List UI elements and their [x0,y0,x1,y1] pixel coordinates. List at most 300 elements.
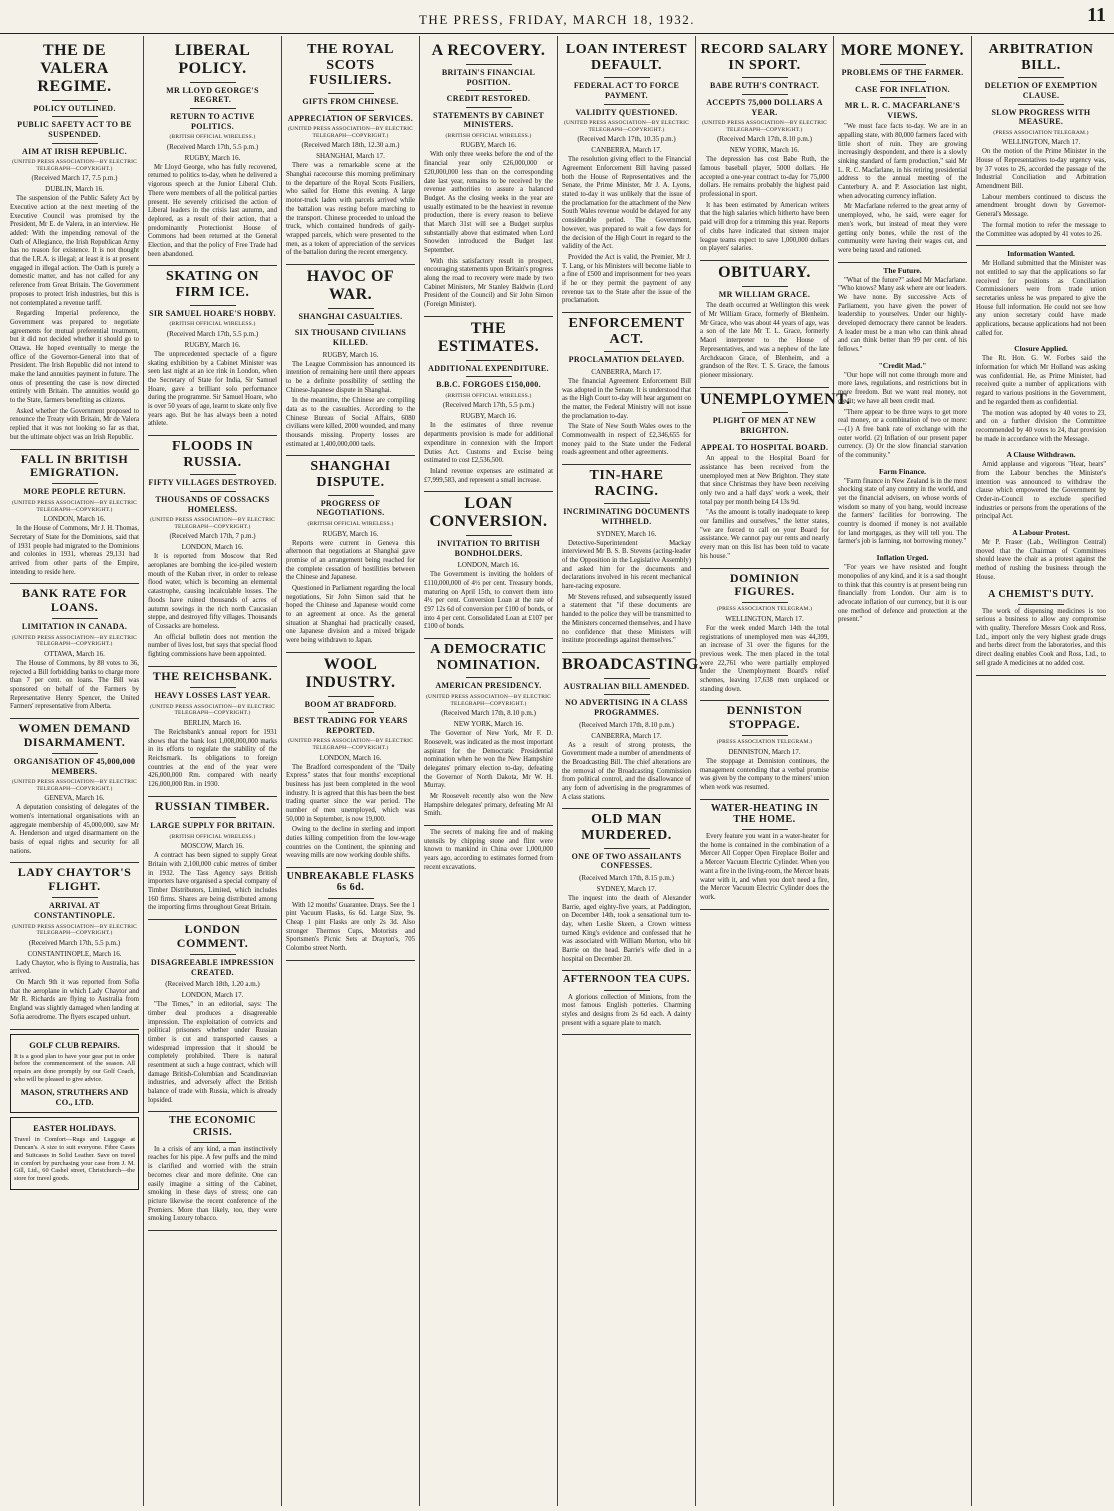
divider [190,305,236,306]
paragraph: The Government is inviting the holders of £110,000,000 of 4½ per cent. Treasury bonds, maturing on April 15th, to convert them into 4½ per cent. Conversion Loan at the rate of £97 12s 6d of conversion per £100 of bonds, or into 4 per cent. Consolidated Loan at £107 per £100 of bonds. [424,571,553,631]
headline: LADY CHAYTOR'S FLIGHT. [17,865,132,893]
divider [604,503,650,504]
divider [52,116,98,117]
subheadline: INCRIMINATING DOCUMENTS WITHHELD. [563,507,690,527]
paragraph: With only three weeks before the end of the financial year only £26,000,000 or £20,000,000 less than on the corresponding date last year, remains to be received by the revenue authorities to assure a balanced Budget. As the closing weeks in the year are usually estimated to be the heaviest in revenue production, there is every reason to believe that March 31st will see a Budget surplus substantially above that estimated when Lord Snowden introduced the Budget last September. [424,151,553,255]
ad-footer: MASON, STRUTHERS AND CO., LTD. [20,1086,129,1107]
article [424,42,553,310]
divider [52,753,98,754]
paragraph: "There appear to be three ways to get more real money, or a combination of two or more:—(1) A free bank rate of exchange with the outer world. (2) Inflation of our present paper currency. (3) Or the slow financial starvation of the community." [838,408,967,459]
received-time: (Received March 17th, 5.5 p.m.) [166,329,259,338]
article [424,495,553,632]
headline: LOAN CONVERSION. [429,495,548,531]
column-divider [148,796,277,797]
column-divider [562,464,691,465]
paragraph: The depression has cost Babe Ruth, the famous baseball player, 5000 dollars. He accepted a one-year contract to-day for 75,000 dollars. He remains probably the highest paid professional in sport. [700,156,829,199]
column-divider [424,316,553,317]
column-divider [700,909,829,910]
dateline: MOSCOW, March 16. [180,842,245,851]
received-time: (Received March 17, 7.5 p.m.) [31,174,118,183]
paragraph: The resolution giving effect to the Financial Agreement Enforcement Bill having passed both the House of Representatives and the Senate, the Prime Minister, Mr J. A. Lyons, stated to-day it was unlikely that the issue of the proclamation for the attachment of the New South Wales revenue would be delayed for any considerable period. The Government, however, was prepared to wait a few days for the decision of the High Court in regard to the validity of the Act. [562,156,691,251]
subheadline: STATEMENTS BY CABINET MINISTERS. [432,110,545,130]
divider [328,495,374,496]
headline: FALL IN BRITISH EMIGRATION. [20,451,129,479]
article [10,42,139,443]
divider [52,100,98,101]
headline: OLD MAN MURDERED. [581,812,672,844]
paragraph: Amid applause and vigorous "Hear, hears" from the Labour benches the Minister's intention was announced to withdraw the clause which empowered the Government by Order-in-Council to exclude specified industries or persons from the operations of the principal Act. [976,461,1106,521]
divider [328,93,374,94]
paragraph: It has been estimated by American writers that the high salaries which hitherto have been paid will drop for a trimming this year. Reports of clubs have indicated that sixteen major league teams expect to save 1,000,000 dollars on players' salaries. [700,201,829,253]
article-body [976,148,1106,239]
subheadline: RETURN TO ACTIVE POLITICS. [170,112,255,131]
article-body [424,829,553,872]
sidehead: "Credit Mad." [878,360,927,370]
article [286,268,415,449]
divider [742,439,788,440]
received-time: (Received March 17th, 8.10 p.m.) [717,135,812,144]
paragraph: "For years we have resisted and fought monopolies of any kind, and it is a sad thought to think that this country is at present being run financially from London. Our aim is to advocate inflation of our currency, but it is our one method of defence and protection at the present." [838,564,967,624]
wire-credit: (PRESS ASSOCIATION TELEGRAM.) [993,129,1089,136]
divider [328,110,374,111]
subheadline: ADDITIONAL EXPENDITURE. [428,363,549,373]
dateline: DUBLIN, March 16. [45,185,104,194]
column-divider [286,455,415,456]
subheadline: BABE RUTH'S CONTRACT. [709,81,820,91]
paragraph: The secrets of making fire and of making utensils by chipping stone and flint were known to mankind in China over 1,000,000 years ago, according to estimates formed from recent excavations. [424,829,553,871]
divider [604,694,650,695]
headline: A CHEMIST'S DUTY. [988,588,1094,600]
article [148,439,277,660]
column-divider [286,867,415,868]
headline: WATER-HEATING IN THE HOME. [710,802,819,825]
masthead [0,0,1114,34]
article-body [424,422,553,485]
article-body [424,571,553,632]
wire-credit: (BRITISH OFFICIAL WIRELESS.) [307,520,394,527]
article-body [286,361,415,450]
subheadline: ONE OF TWO ASSAILANTS CONFESSES. [571,851,682,871]
article-body [424,151,553,309]
article-body [700,302,829,380]
paragraph: Mr Roosevelt recently also won the New Hampshire delegates' primary, defeating Mr Al Smith. [424,793,553,818]
divider [604,678,650,679]
dateline: RUGBY, March 16. [184,153,241,162]
headline: UNEMPLOYMENT. [700,390,851,408]
paragraph: Detective-Superintendent Mackay interviewed Mr B. S. B. Stevens (acting-leader of the Opposition in the Legislative Assembly) and asked him for the documents and declarations involved in his recent mechanical hare-racing exposure. [562,539,691,591]
paragraph: Regarding Imperial preference, the Government was prepared to negotiate agreements for mutual preferential treatment, but it did not decided whether it should go to Ottawa. He hoped eventually to merge the office of the Governor-General into that of President. The Irish Republic did not intend to make the land annuities payment in future. The onus of presenting the case is now directed entirely with Britain. The annuities would go to the State, farmers benefiting as citizens. [10,310,139,405]
article [838,266,967,355]
divider [742,829,788,830]
column-4 [420,36,558,1506]
paragraph: Questioned in Parliament regarding the local negotiations, Sir John Simon said that he hoped the Chinese and Japanese would come to an agreement at once. As the general situation at Shanghai had practically ceased, one Japanese division and a mixed brigade were being withdrawn to Japan. [286,584,415,645]
headline: MORE MONEY. [840,42,965,59]
sidehead: A Labour Protest. [1012,528,1070,538]
divider [466,535,512,536]
paragraph: With 12 months' Guarantee. Drays. See the 1 pint Vacuum Flasks, 6s 6d. Large Size, 9s. Cheap 1 pint Flasks are only 2s 3d. Also stronger Thermos Cups, Motorists and Sportsmen's Picnic Sets at Drayton's, 705 Colombo street North. [286,901,415,952]
paragraph: The financial Agreement Enforcement Bill was adopted in the Senate. It is understood that as the High Court to-day will hear argument on the matter, the Federal Ministry will not issue the proclamation to-day. [562,377,691,420]
headline: ENFORCEMENT ACT. [568,316,685,347]
subheadline: BEST TRADING FOR YEARS REPORTED. [293,716,408,735]
divider [52,143,98,144]
headline: UNBREAKABLE FLASKS 6s 6d. [286,871,415,894]
dateline: CANBERRA, March 17. [591,731,662,740]
divider [328,308,374,309]
divider [190,954,236,955]
paragraph: For the week ended March 14th the total registrations of unemployed men was 44,399, an increase of 31 over the figures for the previous week. The men placed in the total were 22,761 who were partially employed under the Unemployment Board's relief schemes, leaving 17,638 men unplaced or standing down. [700,624,829,693]
newspaper-columns [6,36,1110,1506]
paragraph: On March 9th it was reported from Sofia that the aeroplane in which Lady Chaytor and Mr R. Richards are flying to Australia from England was slightly damaged when landing at Sofia aerodrome. The flyers escaped unhurt. [10,979,139,1021]
column-divider [424,825,553,826]
divider [190,1142,236,1143]
article-body [976,461,1106,522]
column-divider [148,1230,277,1231]
column-divider [286,652,415,653]
column-divider [286,264,415,265]
dateline: CONSTANTINOPLE, March 16. [27,949,122,958]
column-divider [148,1111,277,1112]
article-body [148,1146,277,1224]
dateline: NEW YORK, March 16. [453,720,524,729]
article [838,361,967,461]
paragraph: Lady Chaytor, who is flying to Australia, has arrived. [10,959,139,976]
column-divider [700,799,829,800]
article [976,450,1106,522]
paragraph: The State of New South Wales owes to the Commonwealth in respect of £2,346,655 for money paid to the State under the Federal roads agreement and other agreements. [562,423,691,457]
article-body [286,902,415,954]
sidehead: A Clause Withdrawn. [1006,450,1076,460]
article [148,269,277,429]
article-body [10,195,139,442]
subheadline: MORE PEOPLE RETURN. [23,487,126,497]
paragraph: As a result of strong protests, the Government made a number of amendments of the Broadcasting Bill. The chief alterations are the removal of the Broadcasting Commission from political control, and the disallowance of any form of advertising in the programmes of A class stations. [562,741,691,801]
dateline: SYDNEY, March 17. [596,884,657,893]
article [562,468,691,646]
divider [190,491,236,492]
advertisement [10,1117,139,1190]
article [562,812,691,964]
column-divider [562,1034,691,1035]
divider [604,104,650,105]
article-body [838,478,967,548]
divider [328,712,374,713]
subheadline: PROCLAMATION DELAYED. [568,355,685,365]
article-body [424,730,553,819]
received-time: (Received March 18th, 12.30 a.m.) [301,141,400,150]
divider [1018,77,1064,78]
received-time: (Received March 17th, 5.5 p.m.) [28,938,121,947]
subheadline: FEDERAL ACT TO FORCE PAYMENT. [573,81,680,100]
column-divider [562,312,691,313]
divider [328,898,374,899]
divider [742,94,788,95]
wire-credit: (BRITISH OFFICIAL WIRELESS.) [169,134,256,141]
divider [604,990,650,991]
divider [52,618,98,619]
article [838,467,967,548]
dateline: SYDNEY, March 16. [596,529,657,538]
headline: THE ESTIMATES. [437,319,540,355]
headline: FLOODS IN RUSSIA. [171,439,254,470]
dateline: LONDON, March 16. [181,543,244,552]
headline: LIBERAL POLICY. [174,42,251,77]
divider [466,64,512,65]
dateline: LONDON, March 17. [181,991,244,1000]
wire-credit: (BRITISH OFFICIAL WIRELESS.) [445,132,532,139]
subheadline: SHANGHAI CASUALTIES. [298,311,403,321]
article [976,42,1106,239]
divider [328,696,374,697]
column-8 [972,36,1110,1506]
divider [742,602,788,603]
divider [190,474,236,475]
received-time: (Received March 17th, 8.15 p.m.) [579,873,674,882]
subheadline: DISAGREEABLE IMPRESSION CREATED. [150,957,275,977]
article-body [700,156,829,254]
paragraph: An appeal to the Hospital Board for assistance has been received from the unemployed men at New Brighton. They state that since Christmas they have been receiving only two and a half days' work a week, their total pay per month being £4 13s 9d. [700,455,829,506]
divider [742,286,788,287]
article-body [838,564,967,625]
article-body [976,260,1106,338]
paragraph: The work of dispensing medicines is too serious a business to allow any compromise with quality. Therefore Messrs Cook and Ross, Ltd., import only the very highest grade drugs and herbs direct from the laboratories, and this direct dealing enables Cook and Ross, Ltd., to sell grade A medicines at no added cost. [976,607,1106,667]
dateline: GENEVA, March 16. [44,794,105,803]
column-divider [838,262,967,263]
dateline: RUGBY, March 16. [184,340,241,349]
paragraph: Mr Holland submitted that the Minister was not entitled to say that the applications so far received for positions as Conciliation Commissioners were from trade union secretaries unless he was prepared to give the House full information. He could not see how any union secretary could have made applications, because applications had not been called for. [976,260,1106,337]
headline: BANK RATE FOR LOANS. [22,586,127,614]
article-body [148,729,277,790]
article-body [700,455,829,561]
subheadline: PROGRESS OF NEGOTIATIONS. [316,498,385,518]
paragraph: Inland revenue expenses are estimated at £7,999,583, and represent a small increase. [424,467,553,484]
article [700,803,829,903]
paragraph: The House of Commons, by 88 votes to 36, rejected a Bill forbidding banks to charge more than 7 per cent. on loans. The Bill was sponsored on behalf of the Farmers by Representative Henry Spencer, the United Farmers' representative from Alberta. [10,659,139,711]
wire-credit: (UNITED PRESS ASSOCIATION—BY ELECTRIC TELEGRAPH—COPYRIGHT.) [426,694,551,707]
article-body [838,123,967,255]
dateline: OTTAWA, March 16. [44,649,105,658]
article [424,829,553,872]
paragraph: With this satisfactory result in prospect, encouraging statements upon Britain's progress along the road to recovery were made by two Cabinet Ministers, Mr Stanley Baldwin (Lord President of the Council) and Sir John Simon (Foreign Minister). [424,257,553,309]
paragraph: A contract has been signed to supply Great Britain with 2,100,000 cubic metres of timber in 1932. The Tass Agency says British importers have organised a special company of Timber Distributors, Limited, which includes 160 firms. Shares are being distributed among the importing firms throughout Great Britain. [148,852,277,912]
headline: THE ROYAL SCOTS FUSILIERS. [307,42,394,89]
article-body [562,742,691,803]
subheadline: MR LLOYD GEORGE'S REGRET. [166,85,259,105]
article-body [700,625,829,695]
subheadline: DELETION OF EXEMPTION CLAUSE. [984,81,1098,100]
wire-credit: (UNITED PRESS ASSOCIATION—BY ELECTRIC TELEGRAPH—COPYRIGHT.) [150,703,275,717]
article [976,344,1106,444]
divider [466,90,512,91]
headline: AFTERNOON TEA CUPS. [563,974,690,986]
dateline: BERLIN, March 16. [183,718,242,727]
article [700,572,829,695]
paragraph: "What of the future?" asked Mr Macfarlane. "Who knows? Many ask where are our leaders. We have none. By successive Acts of Parliament, you have given the power of leadership to yourselves. Under our highly-developed democracy there cannot be leaders. A leader must be a man who can think ahead and can think better than 99 per cent. of his fellows." [838,276,967,354]
wire-credit: (BRITISH OFFICIAL WIRELESS.) [169,833,256,840]
paragraph: "Farm finance in New Zealand is in the most shocking state of any country in the world, and yet the financial advisers, on whose words of wisdom so many of you hang, would increase the farmers' facilities for borrowing. The country is doomed if money is not available for land mortgages, as they will tell you. The farmer's job is farming, not borrowing money." [838,477,967,546]
subheadline: MR WILLIAM GRACE. [718,289,811,299]
divider [52,897,98,898]
dateline: WELLINGTON, March 17. [725,614,804,623]
article-body [700,758,829,793]
article [562,42,691,306]
paragraph: Mr Lloyd George, who has fully recovered, returned to politics to-day, when he delivered a vigorous speech at the Junior Liberal Club. There were members of all the political parties present. He severely criticised the action of Liberal leaders in the crisis last autumn, and deplored, as a result of their action, that a predominantly Protectionist House of Commons had been returned at the General Election, and that the policy of Free Trade had been abandoned. [148,163,277,258]
article [286,42,415,258]
subheadline: THOUSANDS OF COSSACKS HOMELESS. [155,495,270,514]
article-body [148,553,277,659]
wire-credit: (UNITED PRESS ASSOCIATION—BY ELECTRIC TELEGRAPH—COPYRIGHT.) [150,517,275,530]
article [562,316,691,458]
divider [604,77,650,78]
headline: SHANGHAI DISPUTE. [310,459,391,491]
paragraph: "Our hope will not come through more and more laws, regulations, and restrictions but in more freedom. But we want real money, not credit; we have all been credit mad. [838,371,967,405]
column-divider [286,960,415,961]
article [10,587,139,712]
headline: LOAN INTEREST DEFAULT. [565,42,688,73]
paragraph: There was a remarkable scene at the Shanghai racecourse this morning preliminary to the departure of the Royal Scots Fusiliers, who sailed for Home this evening. A large motor-truck laden with parcels arrived while the battalion was resting before marching to the transport. Chinese proceeded to unload the truck, which contained hundreds of gaily-wrapped parcels, which were presented to the men, as a token of appreciation of the services of the battalion during the recent emergency. [286,162,415,257]
dateline: DENNISTON, March 17. [728,747,801,756]
subheadline: CREDIT RESTORED. [446,94,531,104]
wire-credit: (BRITISH OFFICIAL WIRELESS.) [445,392,532,399]
subheadline: AUSTRALIAN BILL AMENDED. [563,681,690,691]
article-body [10,525,139,577]
subheadline: AIM AT IRISH REPUBLIC. [22,146,127,156]
subheadline: HEAVY LOSSES LAST YEAR. [154,691,271,701]
dateline: WELLINGTON, March 17. [1001,138,1081,147]
divider [328,324,374,325]
headline: HAVOC OF WAR. [306,267,395,303]
subheadline: SIR SAMUEL HOARE'S HOBBY. [149,308,276,318]
divider [52,483,98,484]
column-divider [148,919,277,920]
divider [466,376,512,377]
article [424,320,553,485]
dateline: CANBERRA, March 17. [591,146,662,155]
ad-text: It is a good plan to have your gear put in order before the commencement of the season. All repairs are done promptly by our Golf Coach, who will be pleased to give advice. [14,1052,135,1084]
paragraph: The Reichsbank's annual report for 1931 shows that the bank lost 1,008,000,000 marks in its efforts to regulate the stability of the Reichsmark. Its obligations to foreign countries at the end of the year were 426,000,000 Rm. compared with nearly 126,000,000 Rm. in 1930. [148,728,277,788]
sidehead: Closure Applied. [1014,344,1068,354]
paragraph: Asked whether the Government proposed to renounce the Treaty with Britain, Mr de Valera replied that it was not looking so far as that, but the ultimate object was an Irish Republic. [10,407,139,441]
headline: BROADCASTING. [562,655,704,673]
column-divider [10,449,139,450]
subheadline: MR L. R. C. MACFARLANE'S VIEWS. [844,101,961,120]
column-divider [976,675,1106,676]
article [700,390,851,562]
headline: THE REICHSBANK. [152,668,273,683]
paragraph: The Governor of New York, Mr F. D. Roosevelt, was indicated as the most important aspirant for the Democratic Presidential nomination when he won the New Hampshire delegates' primary election to-day, defeating the Governor of North Dakota, Mr W. H. Murray. [424,730,553,790]
column-3 [282,36,420,1506]
article-body [976,355,1106,444]
article-body [976,539,1106,582]
divider [1018,604,1064,605]
article-body [562,378,691,458]
paragraph: A deputation consisting of delegates of the women's international organisations with an aggregate membership of 45,000,000, saw Mr A. Henderson and urged disarmament on the basis of equal rights and security for all nations. [10,804,139,855]
column-divider [700,387,829,388]
column-divider [10,718,139,719]
divider [742,735,788,736]
paragraph: Labour members continued to discuss the amendment brought down by Governor-General's Message. [976,193,1106,219]
divider [604,848,650,849]
wire-credit: (UNITED PRESS ASSOCIATION—BY ELECTRIC TELEGRAPH—COPYRIGHT.) [12,500,137,513]
headline: WOMEN DEMAND DISARMAMENT. [18,721,131,749]
divider [1018,104,1064,105]
paragraph: A glorious collection of Minions, from the most famous English potteries. Charming styles and designs from 2s 6d each. A dainty present with a square plate to match. [562,993,691,1027]
article [700,704,829,792]
article [286,871,415,954]
paragraph: The unprecedented spectacle of a figure skating exhibition by a Cabinet Minister was seen last night at an ice rink in London, when the Secretary of State for India, Sir Samuel Hoare, gave a brilliant solo performance during the programme. Sir Samuel Hoare, who is over 50 years of age, learnt to skate only five years ago. But he has always been a noted athlete. [148,350,277,428]
article [10,453,139,578]
column-divider [424,638,553,639]
column-divider [424,491,553,492]
subheadline: ACCEPTS 75,000 DOLLARS A YEAR. [706,97,823,117]
dateline: RUGBY, March 16. [322,350,379,359]
column-2 [144,36,282,1506]
paragraph: The inquest into the death of Alexander Barrie, aged eighty-five years, at Paddington, on December 14th, took a sensational turn to-day, when Leslie Skeen, a Crown witness turned King's evidence and confessed that he was associated with William Morton, who bit Barrie on the head. Barrie's wife died in a hospital on December 20. [562,894,691,963]
article [700,264,829,381]
paragraph: In the meantime, the Chinese are compiling data as to the casualties. According to the Chinese Bureau of Social Affairs, 6080 civilians were killed, 2000 wounded, and many thousands missing. Property losses are estimated at 1,400,000,000 taels. [286,397,415,448]
headline: RUSSIAN TIMBER. [155,798,270,813]
article-body [286,162,415,258]
headline: RECORD SALARY IN SPORT. [700,42,829,73]
subheadline: NO ADVERTISING IN A CLASS PROGRAMMES. [565,698,688,717]
paragraph: Owing to the decline in sterling and import duties killing competition from the low-wage countries on the Continent, the spinning and weaving mills are now working double shifts. [286,826,415,860]
article-body [148,351,277,429]
article [838,553,967,625]
sidehead: The Future. [883,265,922,275]
paragraph: "We must face facts to-day. We are in an appalling state, with 80,000 farmers faced with little short of ruin. They are growing increasingly despondent, and there is a slowly sinking standard of farm production," said Mr L. R. C. Macfarlane, in his retiring presidential address to the annual meeting of the Canterbury A. and P. Association last night, when advocating currency inflation. [838,123,967,200]
divider [466,107,512,108]
headline: THE ECONOMIC CRISIS. [169,1115,256,1138]
article [148,42,277,259]
paragraph: The Bradford correspondent of the "Daily Express" states that four months' exceptional business has just been completed in the wool industry. It is agreed that this has been the best trading quarter since the war period. The number of men unemployed, which was 50,000 in September, is now 19,000. [286,763,415,823]
divider [466,677,512,678]
paragraph: Every feature you want in a water-heater for the home is contained in the combination of a Mercer All Copper Open Fireplace Boiler and a Mercer Vacuum Electric Cylinder. When you want a fire in the living-room, the Mercer heats water with it, and when you don't need a fire, the Mercer Vacuum Electric Cylinder does the work. [700,833,829,901]
dateline: RUGBY, March 16. [460,412,517,421]
article [562,655,704,803]
article [286,459,415,645]
paragraph: It is reported from Moscow that Red aeroplanes are bombing the ice-piled western mouth of the Kuban river, in order to release flood water, which is becoming an elemental catastrophe, causing incalculable losses. The floods have ruined thousands of acres of autumn sowings in the rich north Caucasian steppe, and destroyed fifty villages. Thousands of Cossacks are homeless. [148,553,277,630]
article [838,42,967,256]
paragraph: An official bulletin does not mention the number of lives lost, but says that special flood fighting commissions have been appointed. [148,633,277,658]
page-number: 11 [1087,4,1106,26]
column-divider [10,862,139,863]
subheadline: PUBLIC SAFETY ACT TO BE SUSPENDED. [17,120,132,139]
headline: WOOL INDUSTRY. [305,655,396,691]
paragraph: The motion was adopted by 40 votes to 23, and on a further division the Committee recommended by 40 votes to 24, that provision be made in accordance with the Message. [976,409,1106,443]
headline: DOMINION FIGURES. [729,570,800,598]
wire-credit: (UNITED PRESS ASSOCIATION—BY ELECTRIC TELEGRAPH—COPYRIGHT.) [288,126,413,139]
subheadline: AMERICAN PRESIDENCY. [435,681,542,691]
received-time: (Received March 17th, 8.10 p.m.) [579,720,674,729]
divider [880,64,926,65]
subheadline: VALIDITY QUESTIONED. [575,107,678,117]
subheadline: GIFTS FROM CHINESE. [302,97,399,107]
subheadline: LARGE SUPPLY FOR BRITAIN. [150,821,275,831]
paragraph: "As the amount is totally inadequate to keep our families and ourselves," the letter states, "we are forced to call on your Board for assistance. We cannot pay our rents and nearly every man on this list has been told to vacate his house." [700,509,829,560]
headline: A DEMOCRATIC NOMINATION. [430,642,547,673]
paragraph: Mr Macfarlane referred to the great army of unemployed, who, he said, were eager for men's work, but instead of meat they were getting only bones, while the rest of the community were having their wages cut, and were being taxed and rationed. [838,203,967,254]
subheadline: BOOM AT BRADFORD. [304,699,397,709]
divider [742,412,788,413]
article-body [286,540,415,646]
paragraph: "The Times," in an editorial, says: The timber deal produces a disagreeable impression. The exploitation of convicts and political prisoners whether under Russian timber is cut and transported causes a widespread impression that it should be completely prohibited. There is natural resentment at such a huge contract, which will damage British-Columbian and Scandinavian industries, and adversely affect the British balance of trade with Russia, which is already lopsided. [148,1001,277,1104]
wire-credit: (UNITED PRESS ASSOCIATION—BY ELECTRIC TELEGRAPH—COPYRIGHT.) [288,738,413,751]
paragraph: The death occurred at Wellington this week of Mr William Grace, formerly of Blenheim. Mr Grace, who was about 44 years of age, was a son of the late Mr T. L. Grace, formerly Maori interpreter to the House of Representatives, and was a nephew of the late Archdeacon Grace, of Blenheim, and a grandson of the Rev. T. S. Grace, the famous pioneer missionary. [700,302,829,379]
headline: A RECOVERY. [431,42,546,59]
wire-credit: (UNITED PRESS ASSOCIATION—BY ELECTRIC TELEGRAPH—COPYRIGHT.) [12,779,137,792]
subheadline: INVITATION TO BRITISH BONDHOLDERS. [436,539,541,558]
subheadline: FIFTY VILLAGES DESTROYED. [148,478,277,488]
column-7 [834,36,972,1506]
